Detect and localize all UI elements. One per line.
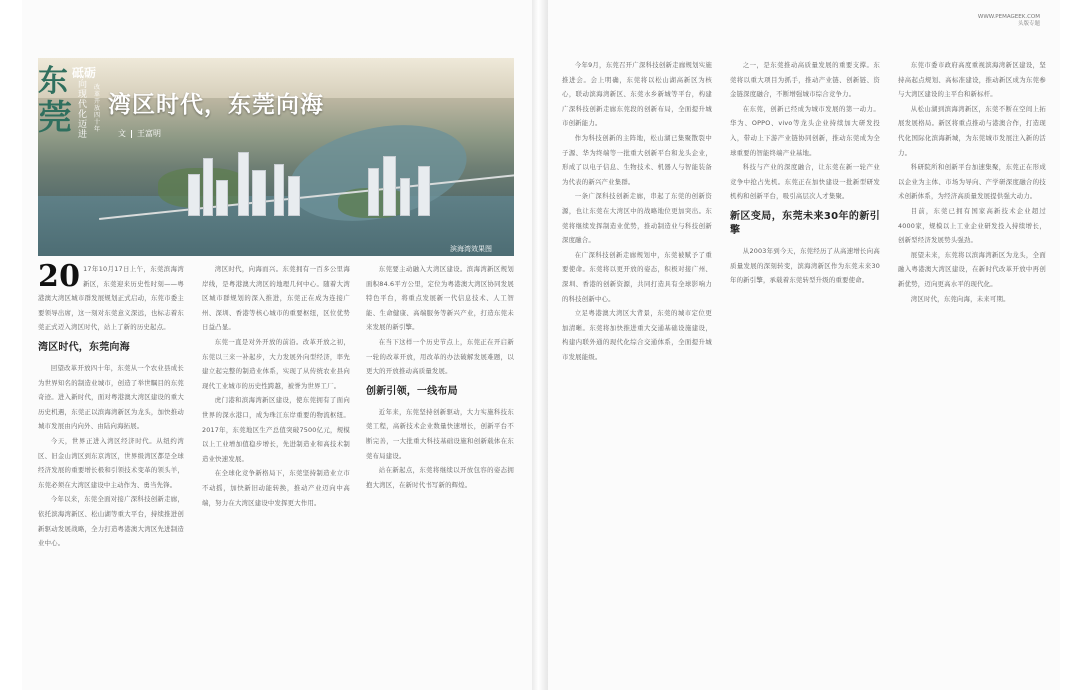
paragraph: 回望改革开放四十年，东莞从一个农业县成长为世界知名的制造业城市，创造了举世瞩目的东莞奇迹。进入新时代，面对粤港澳大湾区建设的重大历史机遇，东莞正以滨海湾新区为龙头，加快推动城市发展由内向外、由陆向海拓展。	[38, 363, 184, 431]
left-page	[22, 0, 532, 690]
brand-small: 改革开放四十年	[94, 84, 101, 133]
brand-char-2: 莞	[38, 98, 72, 138]
paragraph: 湾区时代，东莞向海，未来可期。	[910, 294, 1010, 303]
brand-char-1: 东	[38, 64, 68, 99]
right-column-2	[730, 58, 880, 682]
paragraph: 作为科技创新的主阵地，松山湖已集聚散裂中子源、华为终端等一批重大创新平台和龙头企业，形成了以电子信息、生物技术、机器人与智能装备为代表的新兴产业集群。	[562, 133, 712, 186]
paragraph: 之一，是东莞推动高质量发展的重要支撑。东莞将以重大项目为抓手，推动产业链、创新链、资金链深度融合，不断增强城市综合竞争力。	[730, 61, 880, 99]
byline-author: 王富明	[137, 129, 161, 138]
paragraph: 立足粤港澳大湾区大背景，东莞的城市定位更加清晰。东莞将加快推进重大交通基础设施建设，构建内联外通的现代化综合交通体系，全面提升城市发展能级。	[562, 309, 712, 361]
byline-prefix: 文	[118, 129, 126, 138]
right-column-1	[562, 58, 712, 682]
brand-top: 砥砺	[72, 66, 97, 80]
paragraph: 科技与产业的深度融合，让东莞在新一轮产业竞争中抢占先机。东莞正在加快建设一批新型研发机构和创新平台，吸引高层次人才集聚。	[730, 163, 880, 201]
left-column-3	[366, 262, 514, 682]
left-column-1	[38, 262, 184, 682]
masthead-site: WWW.PEMAGEEK.COM	[977, 14, 1040, 20]
right-column-3	[898, 58, 1046, 682]
paragraph: 湾区时代，向海而兴。东莞拥有一百多公里海岸线，是粤港澳大湾区的地理几何中心。随着大湾区城市群规划的深入推进，东莞正在成为连接广州、深圳、香港等核心城市的重要枢纽，区位优势日益凸显。	[202, 265, 350, 332]
paragraph: 从2003年到今天，东莞经历了从高速增长向高质量发展的深刻转变，滨海湾新区作为东莞未来30年的新引擎，承载着东莞转型升级的重要使命。	[730, 246, 880, 285]
lead-paragraph	[38, 262, 184, 335]
paragraph: 从松山湖到滨海湾新区，东莞不断在空间上拓展发展格局。新区将重点推动与港澳合作，打造现代化国际化滨海新城，为东莞城市发展注入新的活力。	[898, 104, 1046, 157]
masthead	[978, 14, 1040, 28]
paragraph: 展望未来，东莞将以滨海湾新区为龙头，全面融入粤港澳大湾区建设，在新时代改革开放中再创新优势，迈向更高水平的现代化。	[898, 250, 1046, 288]
article-headline: 湾区时代，东莞向海	[108, 92, 324, 118]
paragraph: 站在新起点，东莞将继续以开放包容的姿态拥抱大湾区，在新时代书写新的辉煌。	[366, 466, 514, 489]
paragraph: 一条广深科技创新走廊，串起了东莞的创新资源，也让东莞在大湾区中的战略地位更加突出。东莞将继续发挥制造业优势，推动制造业与科技创新深度融合。	[562, 192, 712, 245]
paragraph: 今年以来，东莞全面对接广深科技创新走廊，依托滨海湾新区、松山湖等重大平台，持续推进创新驱动发展战略，全力打造粤港澳大湾区先进制造业中心。	[38, 495, 184, 548]
brand-logo	[38, 58, 108, 170]
paragraph: 今天，世界正进入湾区经济时代。从纽约湾区、旧金山湾区到东京湾区，世界级湾区都是全球经济发展的重要增长极和引领技术变革的领头羊，东莞必须在大湾区建设中主动作为、勇当先锋。	[38, 436, 184, 489]
section-heading: 创新引领，一线布局	[366, 385, 458, 397]
page-spine	[532, 0, 548, 690]
paragraph: 在东莞，创新已经成为城市发展的第一动力。华为、OPPO、vivo等龙头企业持续加大研发投入，带动上下游产业链协同创新，推动东莞成为全球重要的智能终端产业基地。	[730, 104, 880, 157]
paragraph: 在广深科技创新走廊规划中，东莞被赋予了重要使命。东莞将以更开放的姿态，积极对接广州、深圳、香港的创新资源，共同打造具有全球影响力的科技创新中心。	[562, 250, 712, 303]
paragraph: 科研院所和创新平台加速集聚，东莞正在形成以企业为主体、市场为导向、产学研深度融合的技术创新体系，为经济高质量发展提供强大动力。	[898, 163, 1046, 201]
left-column-2	[202, 262, 350, 682]
brand-vertical: 向现代化迈进	[78, 80, 88, 140]
paragraph: 在全球化竞争新格局下，东莞坚持制造业立市不动摇，加快新旧动能转换，推动产业迈向中高端，努力在大湾区建设中发挥更大作用。	[202, 469, 350, 507]
paragraph: 今年9月，东莞召开广深科技创新走廊规划实施推进会。会上明确，东莞将以松山湖高新区为核心，联动滨海湾新区、东莞水乡新城等平台，构建广深科技创新走廊东莞段的创新布局，全面提升城市创新能力。	[562, 61, 712, 128]
right-page	[548, 0, 1060, 690]
image-caption: 滨海湾效果图	[450, 245, 492, 253]
paragraph: 东莞市委市政府高度重视滨海湾新区建设，坚持高起点规划、高标准建设，推动新区成为东莞参与大湾区建设的主平台和新标杆。	[898, 61, 1046, 99]
paragraph: 东莞一直是对外开放的前沿。改革开放之初，东莞以三来一补起步，大力发展外向型经济，率先建立起完整的制造业体系，实现了从传统农业县向现代工业城市的历史性跨越，被誉为世界工厂。	[202, 337, 350, 390]
byline	[118, 128, 161, 139]
section-heading: 新区变局，东莞未来30年的新引擎	[730, 210, 880, 236]
lead-text: 17年10月17日上午，东莞滨海湾新区，东莞迎来历史性时刻——粤港澳大湾区城市群发展规划正式启动，东莞市委主要领导出席，这一刻对东莞意义深远，也标志着东莞正式迈入湾区时代，站上了新的历史起点。	[38, 265, 184, 332]
dropcap: 20	[38, 262, 81, 294]
paragraph: 东莞要主动融入大湾区建设。滨海湾新区规划面积84.6平方公里，定位为粤港澳大湾区协同发展特色平台，将重点发展新一代信息技术、人工智能、生命健康、高端服务等新兴产业，打造东莞未来发展的新引擎。	[366, 265, 514, 332]
paragraph: 在当下这样一个历史节点上，东莞正在开启新一轮的改革开放，用改革的办法破解发展难题，以更大的开放推动高质量发展。	[366, 337, 514, 376]
masthead-subtitle: 头版专题	[1017, 21, 1040, 27]
paragraph: 近年来，东莞坚持创新驱动，大力实施科技东莞工程，高新技术企业数量快速增长，创新平台不断完善，一大批重大科技基础设施和创新载体在东莞布局建设。	[366, 407, 514, 460]
section-heading: 湾区时代，东莞向海	[38, 341, 130, 353]
paragraph: 目前，东莞已拥有国家高新技术企业超过4000家，规模以上工业企业研发投入持续增长，创新型经济发展势头强劲。	[898, 206, 1046, 245]
paragraph: 虎门港和滨海湾新区建设，使东莞拥有了面向世界的深水港口，成为珠江东岸重要的物流枢纽。2017年，东莞地区生产总值突破7500亿元，规模以上工业增加值稳步增长，先进制造业和高技术制造业快速发展。	[202, 396, 350, 463]
